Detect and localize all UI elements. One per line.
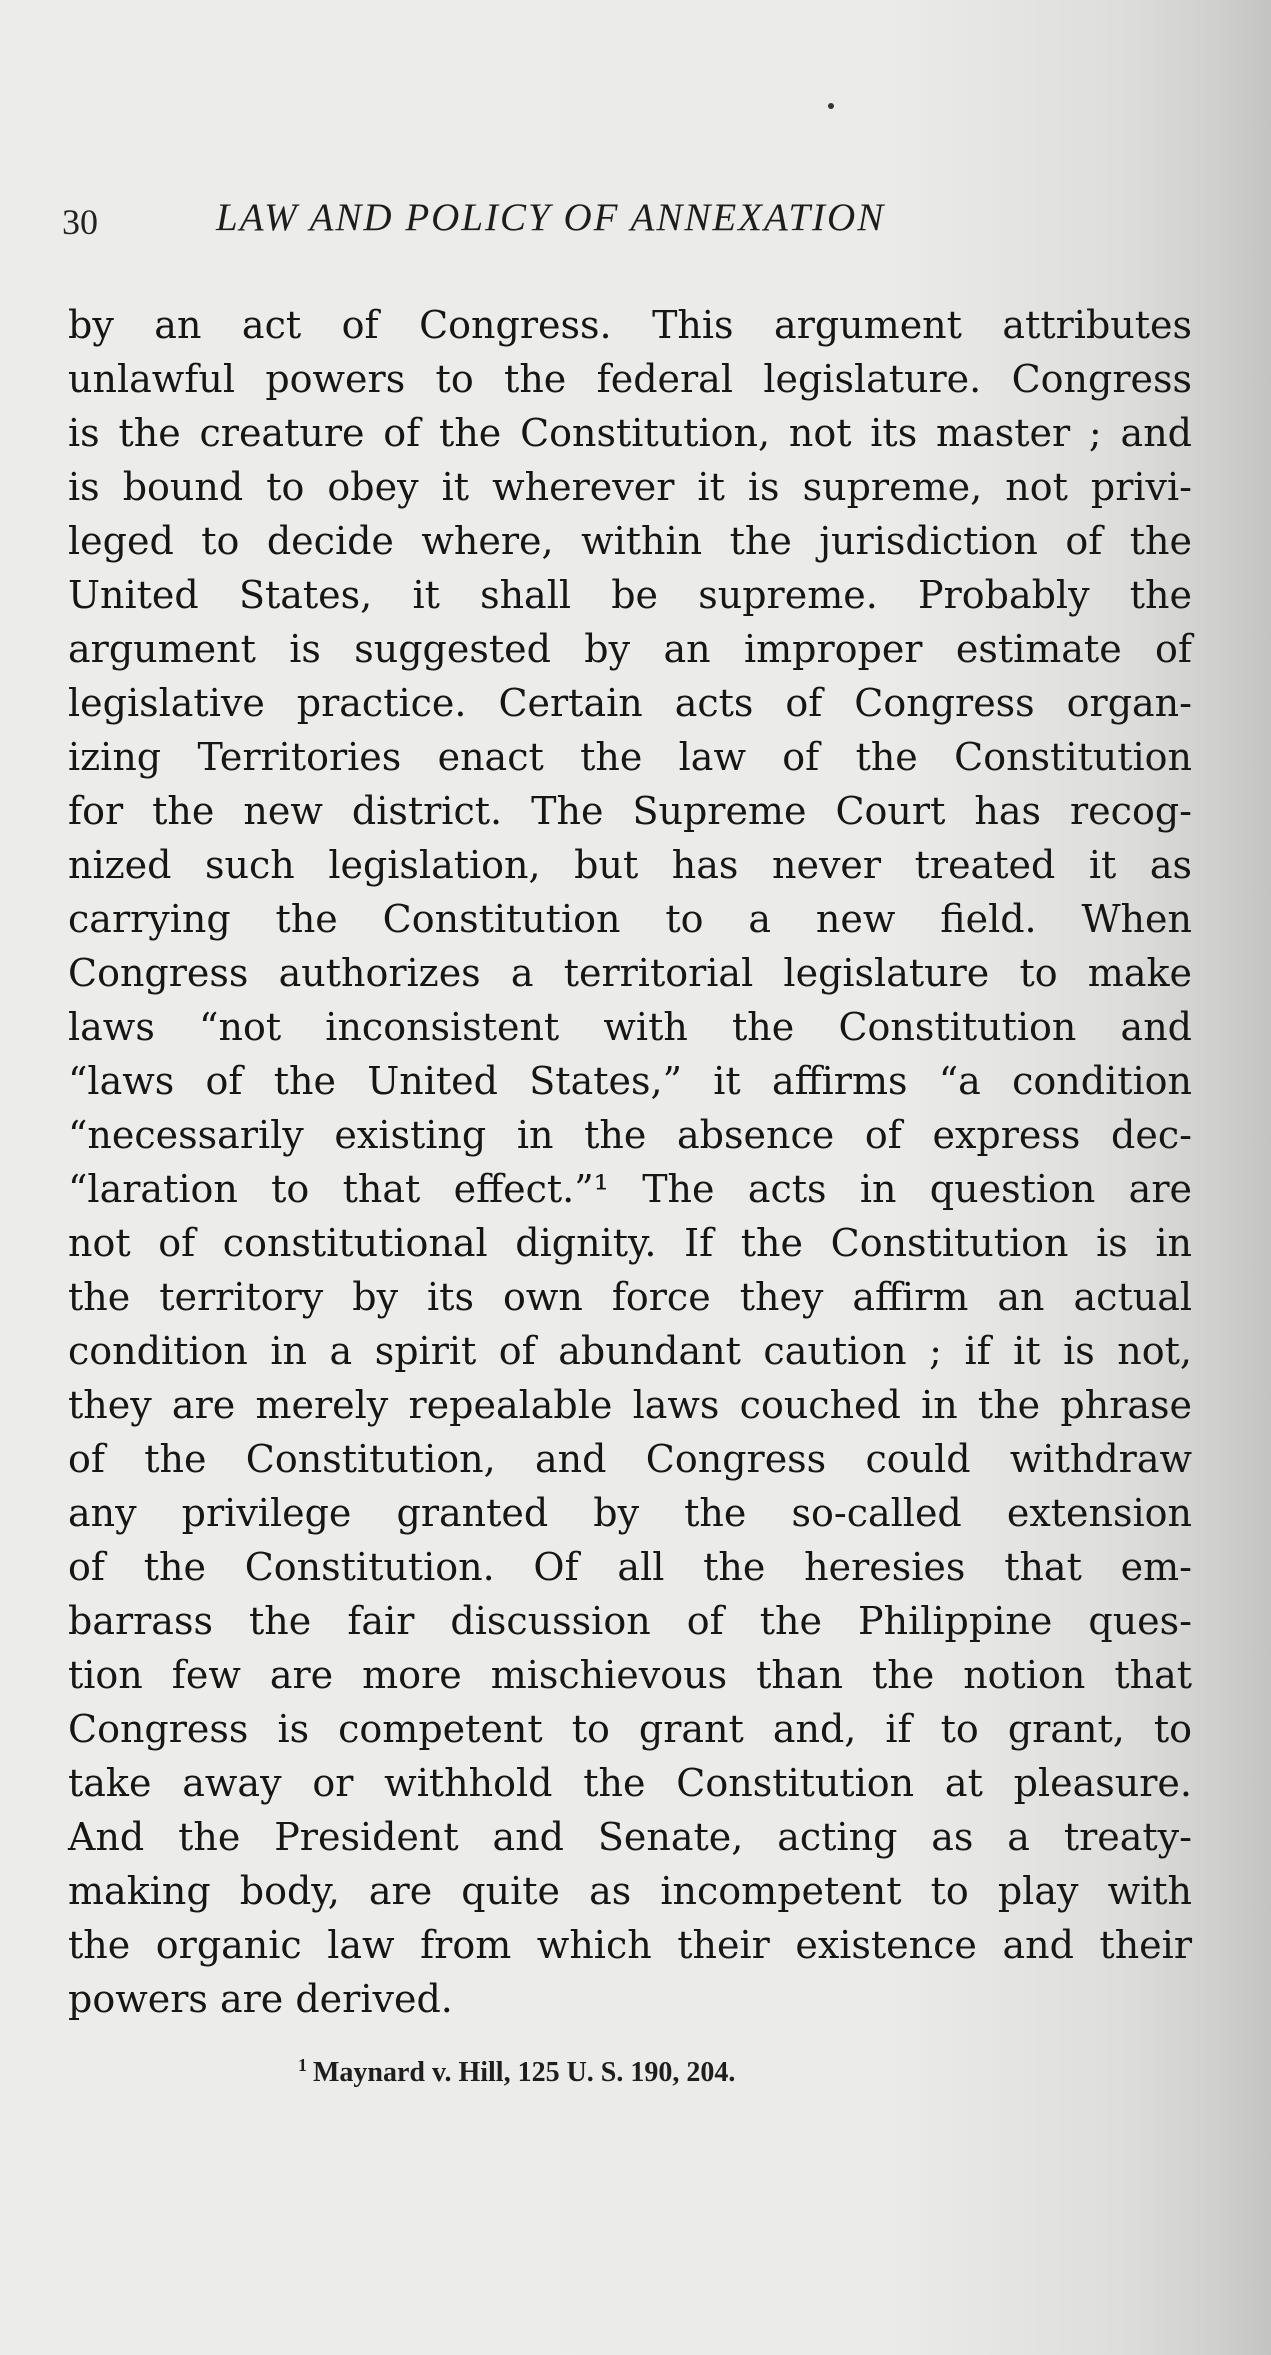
text-line: izing Territories enact the law of the Constitution — [68, 735, 1192, 779]
text-line: is the creature of the Constitution, not its master ; and — [68, 411, 1192, 455]
text-line: any privilege granted by the so-called extension — [68, 1491, 1192, 1535]
text-line: Congress is competent to grant and, if to grant, to — [68, 1707, 1192, 1751]
text-line: laws “not inconsistent with the Constitution and — [68, 1005, 1192, 1049]
text-line: “laws of the United States,” it affirms “a condition — [68, 1059, 1192, 1103]
text-line: they are merely repealable laws couched in the phrase — [68, 1383, 1192, 1427]
running-title: LAW AND POLICY OF ANNEXATION — [216, 196, 886, 239]
text-line: by an act of Congress. This argument attributes — [68, 303, 1192, 347]
ink-speck — [828, 103, 834, 109]
footnote — [298, 2055, 735, 2089]
text-line: of the Constitution, and Congress could withdraw — [68, 1437, 1192, 1481]
text-line: barrass the fair discussion of the Philippine ques- — [68, 1599, 1192, 1643]
text-line: unlawful powers to the federal legislature. Congress — [68, 357, 1192, 401]
text-line: is bound to obey it wherever it is supreme, not privi- — [68, 465, 1192, 509]
text-line: take away or withhold the Constitution at pleasure. — [68, 1761, 1192, 1805]
text-line: the territory by its own force they affirm an actual — [68, 1275, 1192, 1319]
text-line: the organic law from which their existence and their — [68, 1923, 1192, 1967]
text-line: United States, it shall be supreme. Probably the — [68, 573, 1192, 617]
body-paragraph — [68, 298, 1192, 2026]
text-line: And the President and Senate, acting as a treaty- — [68, 1815, 1192, 1859]
page-header — [62, 195, 1182, 255]
text-line: carrying the Constitution to a new field. When — [68, 897, 1192, 941]
text-line: nized such legislation, but has never treated it as — [68, 843, 1192, 887]
text-line: tion few are more mischievous than the notion that — [68, 1653, 1192, 1697]
text-line: of the Constitution. Of all the heresies that em- — [68, 1545, 1192, 1589]
text-line: “necessarily existing in the absence of express dec- — [68, 1113, 1192, 1157]
text-line: for the new district. The Supreme Court has recog- — [68, 789, 1192, 833]
text-line: making body, are quite as incompetent to play with — [68, 1869, 1192, 1913]
footnote-marker: 1 — [298, 2055, 307, 2075]
text-line: legislative practice. Certain acts of Congress organ- — [68, 681, 1192, 725]
text-line: argument is suggested by an improper estimate of — [68, 627, 1192, 671]
footnote-text: Maynard v. Hill, 125 U. S. 190, 204. — [313, 2057, 736, 2088]
text-line: powers are derived. — [68, 1977, 453, 2021]
text-line: condition in a spirit of abundant caution ; if it is not, — [68, 1329, 1192, 1373]
text-line: leged to decide where, within the jurisdiction of the — [68, 519, 1192, 563]
page-number: 30 — [62, 202, 98, 242]
text-line: “laration to that effect.”¹ The acts in question are — [68, 1167, 1192, 1211]
text-line: not of constitutional dignity. If the Constitution is in — [68, 1221, 1192, 1265]
text-line: Congress authorizes a territorial legislature to make — [68, 951, 1192, 995]
